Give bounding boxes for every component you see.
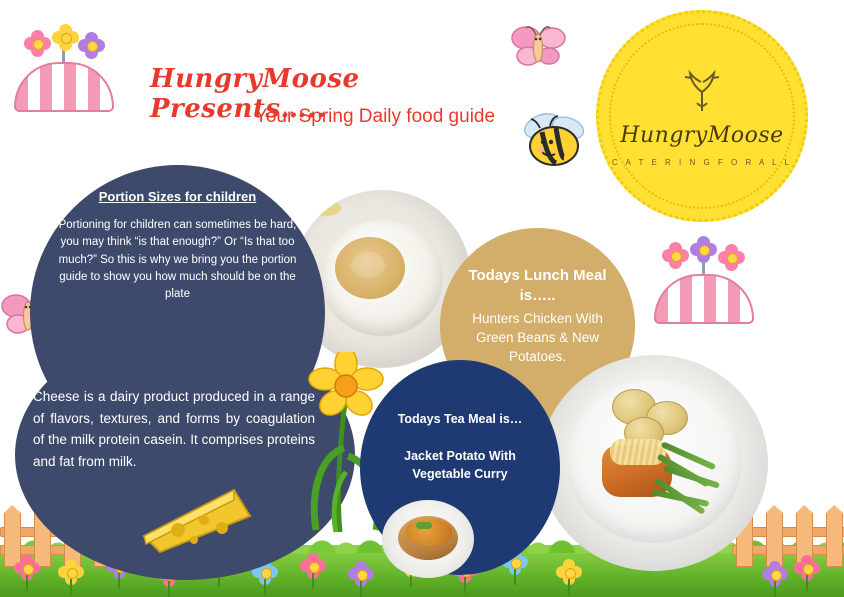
jacket-potato-curry-photo (382, 500, 474, 578)
tea-meal-body: Jacket Potato With Vegetable Curry (404, 449, 516, 481)
page-title: HungryMoose Presents….. (150, 64, 360, 124)
flower-icon (300, 553, 326, 587)
tea-meal-heading: Todays Tea Meal is… (397, 412, 523, 426)
brand-logo (596, 10, 808, 222)
lunch-meal-heading: Todays Lunch Meal is….. (468, 267, 607, 304)
page-subtitle: Your Spring Daily food guide (254, 106, 496, 127)
flower-icon (762, 561, 788, 595)
moose-antler-icon (675, 65, 729, 119)
flower-icon (14, 555, 40, 589)
flower-icon (794, 555, 820, 589)
flower-icon (348, 561, 374, 595)
lunch-meal-body: Hunters Chicken With Green Beans & New Potatoes. (472, 311, 603, 364)
flower-umbrella-icon (648, 236, 760, 332)
portion-sizes-heading: Portion Sizes for children (98, 189, 257, 204)
logo-name: HungryMoose (620, 123, 784, 148)
cheese-info-body: Cheese is a dairy product produced in a range of flavors, textures, and forms by coagulation of the milk protein casein. It comprises proteins and fat from milk. (33, 389, 315, 469)
logo-tagline: C A T E R I N G F O R A L L (612, 158, 792, 167)
flower-icon (556, 559, 582, 593)
flower-icon (58, 559, 84, 593)
flower-umbrella-icon (8, 24, 120, 120)
hunters-chicken-plate-photo (540, 355, 768, 571)
portion-sizes-body: Portioning for children can sometimes be hard, you may think “is that enough?” Or “Is that too much?” So this is why we bring you the portion guide to show you how much should be on the plate (58, 219, 297, 300)
cheese-wedge-icon (138, 470, 256, 556)
